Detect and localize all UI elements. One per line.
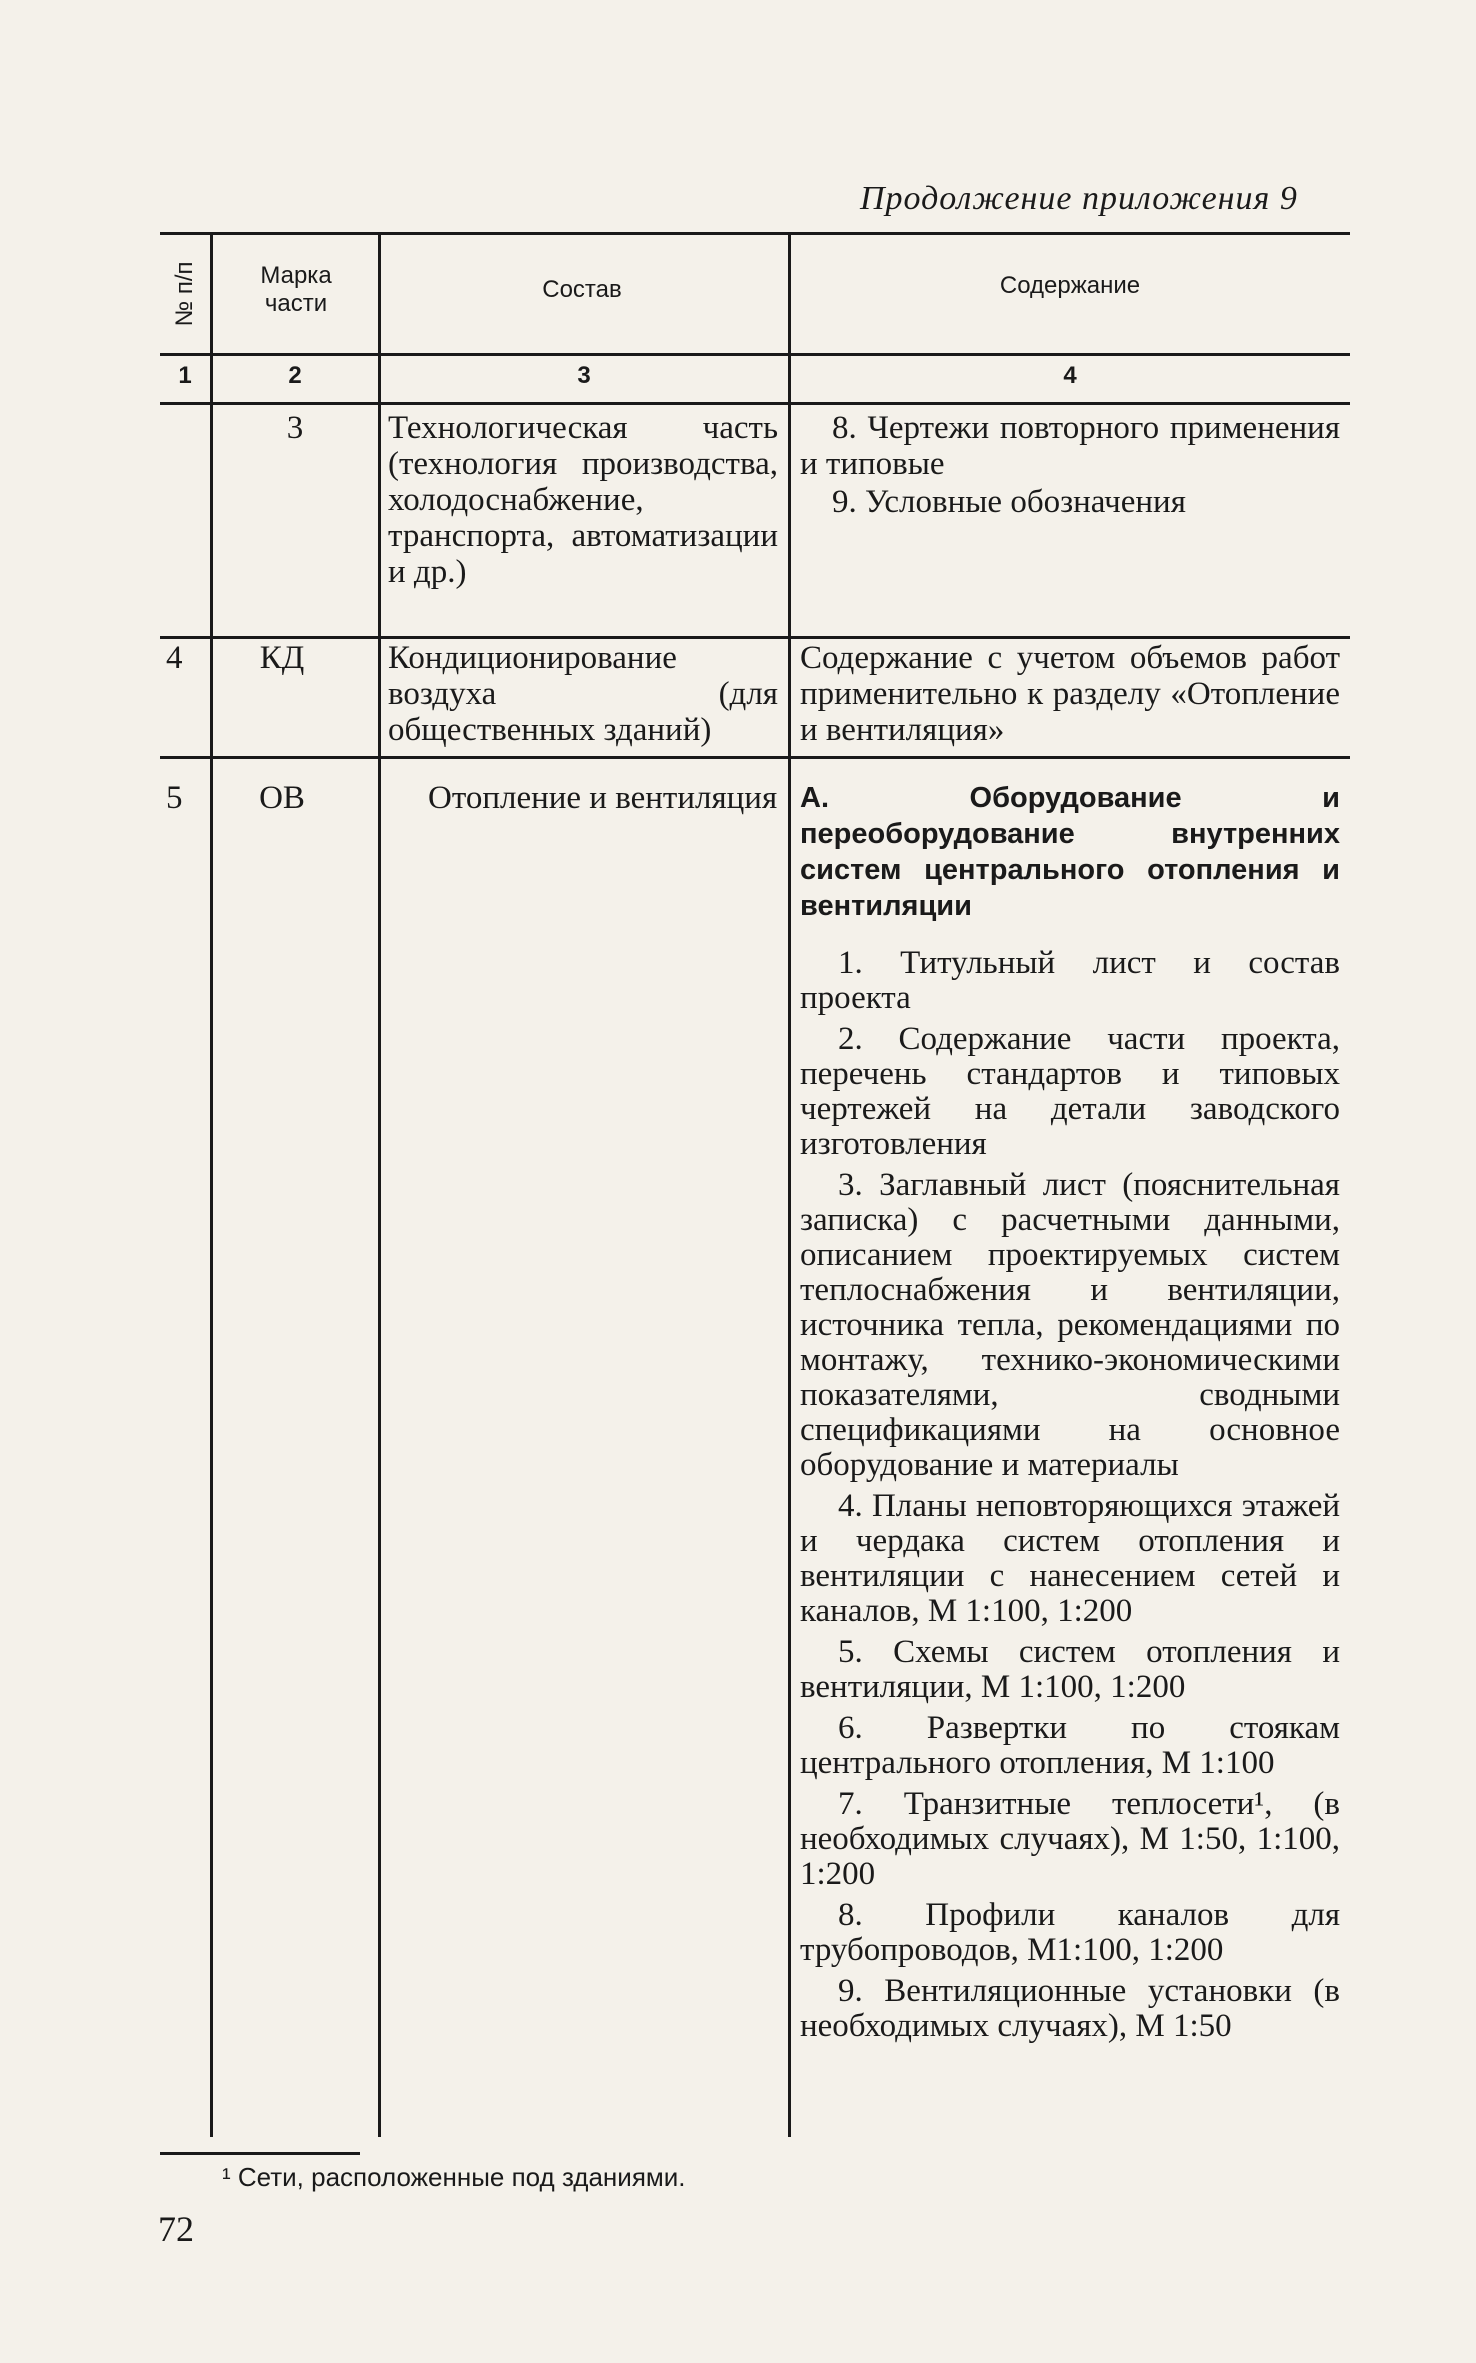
- row3-bottom-rule: [160, 636, 1350, 639]
- row4-composition: Кондиционирование воздуха (для общественных зданий): [388, 640, 778, 748]
- list-item: 4. Планы неповторяющихся этажей и чердака систем отопления и вентиляции с нанесением сетей и каналов, М 1:100, 1:200: [800, 1488, 1340, 1629]
- row3-content-item-8: 8. Чертежи повторного применения и типовые: [800, 410, 1340, 482]
- footnote: ¹ Сети, расположенные под зданиями.: [222, 2162, 686, 2192]
- row4-mark: КД: [259, 640, 305, 676]
- row5-mark: ОВ: [259, 780, 305, 816]
- header-content: Содержание: [999, 272, 1141, 299]
- header-number: № п/п: [171, 261, 198, 327]
- colnum-1: 1: [178, 362, 192, 389]
- list-item: 6. Развертки по стоякам центрального отопления, М 1:100: [800, 1710, 1340, 1781]
- row5-subheading: А. Оборудование и переоборудование внутренних систем центрального отопления и вентиляции: [800, 782, 1340, 922]
- colnum-2: 2: [288, 362, 302, 389]
- row5-composition: Отопление и вентиляция: [428, 780, 778, 816]
- col-divider-1: [210, 232, 213, 2137]
- header-bottom-rule: [160, 353, 1350, 356]
- continuation-label: Продолжение приложения 9: [860, 180, 1298, 217]
- list-item: 5. Схемы систем отопления и вентиляции, М 1:100, 1:200: [800, 1634, 1340, 1705]
- row3-mark: 3: [286, 410, 304, 446]
- header-composition: Состав: [542, 276, 622, 303]
- list-item: 2. Содержание части проекта, перечень стандартов и типовых чертежей на детали заводского изготовления: [800, 1021, 1340, 1162]
- list-item: 3. Заглавный лист (пояснительная записка) с расчетными данными, описанием проектируемых систем теплоснабжения и вентиляции, источника тепла, рекомендациями по монтажу, технико-экономическими показателями, сводными спецификациями на основное оборудование и материалы: [800, 1167, 1340, 1483]
- row3-composition: Технологическая часть (технология производства, холодоснабжение, транспорта, автоматизации и др.): [388, 410, 778, 590]
- header-mark: Марка части: [260, 262, 332, 317]
- list-item: 7. Транзитные теплосети¹, (в необходимых случаях), М 1:50, 1:100, 1:200: [800, 1786, 1340, 1892]
- row4-bottom-rule: [160, 756, 1350, 759]
- table-top-rule: [160, 232, 1350, 235]
- row4-number: 4: [166, 640, 183, 676]
- row4-content: Содержание с учетом объемов работ применительно к разделу «Отопление и вентиляция»: [800, 640, 1340, 748]
- footnote-rule: [160, 2152, 360, 2155]
- row5-number: 5: [166, 780, 183, 816]
- list-item: 1. Титульный лист и состав проекта: [800, 945, 1340, 1016]
- col-divider-2: [378, 232, 381, 2137]
- list-item: 9. Вентиляционные установки (в необходимых случаях), М 1:50: [800, 1973, 1340, 2044]
- page-number: 72: [158, 2209, 194, 2249]
- colnum-bottom-rule: [160, 402, 1350, 405]
- row3-content-item-9: 9. Условные обозначения: [832, 484, 1186, 520]
- colnum-4: 4: [1063, 362, 1077, 389]
- list-item: 8. Профили каналов для трубопроводов, М1:100, 1:200: [800, 1897, 1340, 1968]
- row5-item-list: [800, 946, 1340, 2050]
- col-divider-3: [788, 232, 791, 2137]
- colnum-3: 3: [577, 362, 591, 389]
